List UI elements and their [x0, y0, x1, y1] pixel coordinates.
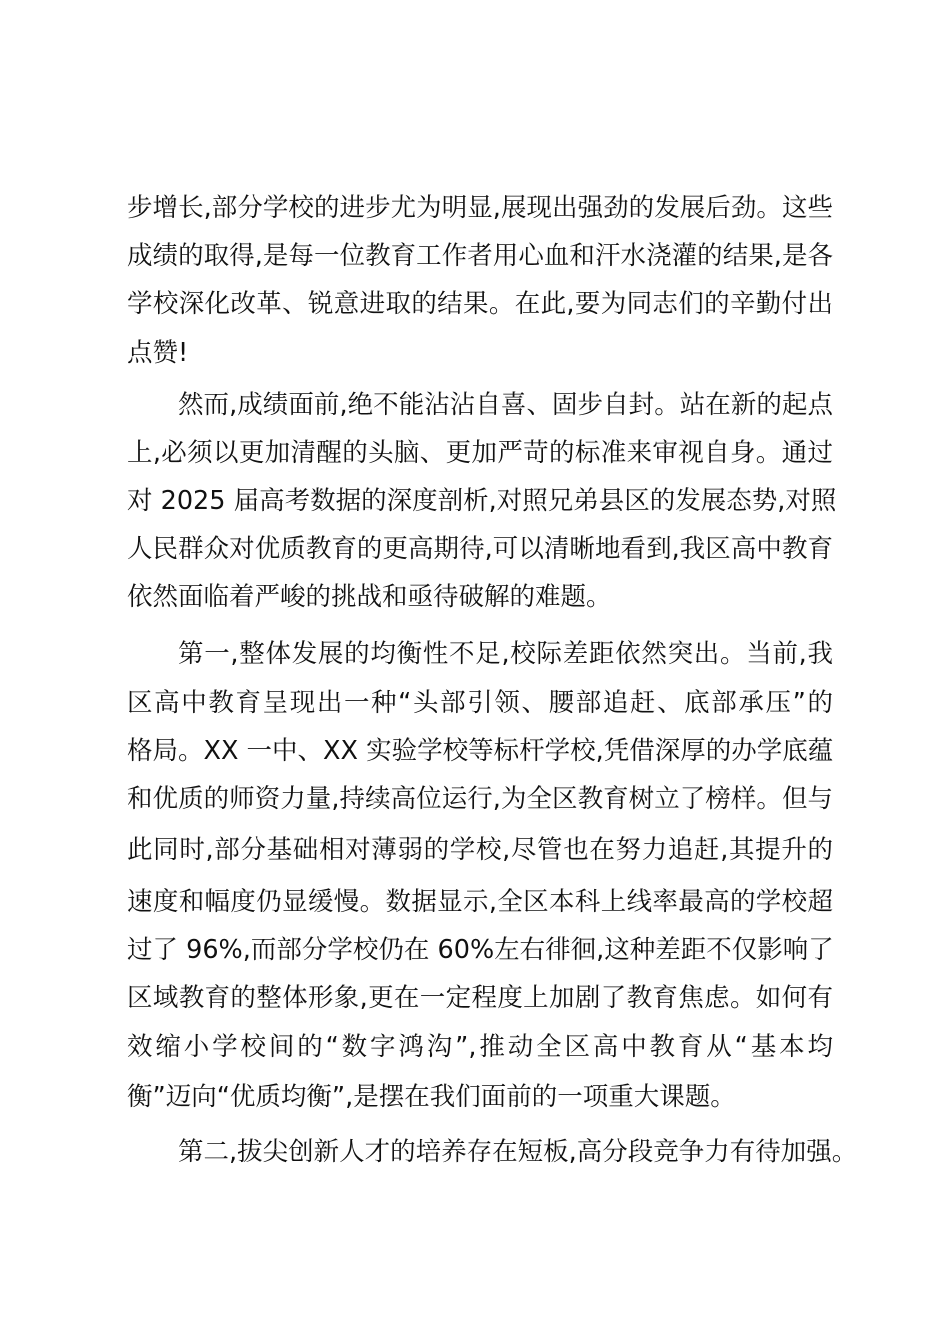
- text-line: 对 2025 届高考数据的深度剖析,对照兄弟县区的发展态势,对照: [127, 486, 837, 516]
- text-line: 格局。XX 一中、XX 实验学校等标杆学校,凭借深厚的办学底蕴: [127, 736, 834, 766]
- text-line: 步增长,部分学校的进步尤为明显,展现出强劲的发展后劲。这些: [127, 193, 833, 223]
- text-line: 效缩小学校间的“数字鸿沟”,推动全区高中教育从“基本均: [127, 1032, 833, 1062]
- text-line: 区域教育的整体形象,更在一定程度上加剧了教育焦虑。如何有: [127, 983, 833, 1013]
- text-line: 此同时,部分基础相对薄弱的学校,尽管也在努力追赶,其提升的: [127, 835, 833, 865]
- text-line: 第二,拔尖创新人才的培养存在短板,高分段竞争力有待加强。: [178, 1137, 858, 1167]
- text-line: 依然面临着严峻的挑战和亟待破解的难题。: [127, 582, 612, 612]
- text-line: 第一,整体发展的均衡性不足,校际差距依然突出。当前,我: [178, 639, 833, 669]
- text-line: 学校深化改革、锐意进取的结果。在此,要为同志们的辛勤付出: [127, 289, 833, 319]
- text-line: 过了 96%,而部分学校仍在 60%左右徘徊,这种差距不仅影响了: [127, 935, 834, 965]
- text-line: 点赞!: [127, 338, 189, 368]
- text-line: 成绩的取得,是每一位教育工作者用心血和汗水浇灌的结果,是各: [127, 241, 833, 271]
- text-line: 速度和幅度仍显缓慢。数据显示,全区本科上线率最高的学校超: [127, 887, 833, 917]
- text-line: 然而,成绩面前,绝不能沾沾自喜、固步自封。站在新的起点: [178, 390, 833, 420]
- text-line: 和优质的师资力量,持续高位运行,为全区教育树立了榜样。但与: [127, 784, 833, 814]
- text-line: 上,必须以更加清醒的头脑、更加严苛的标准来审视自身。通过: [127, 438, 833, 468]
- text-line: 衡”迈向“优质均衡”,是摆在我们面前的一项重大课题。: [127, 1082, 736, 1112]
- text-line: 人民群众对优质教育的更高期待,可以清晰地看到,我区高中教育: [127, 534, 833, 564]
- text-line: 区高中教育呈现出一种“头部引领、腰部追赶、底部承压”的: [127, 688, 833, 718]
